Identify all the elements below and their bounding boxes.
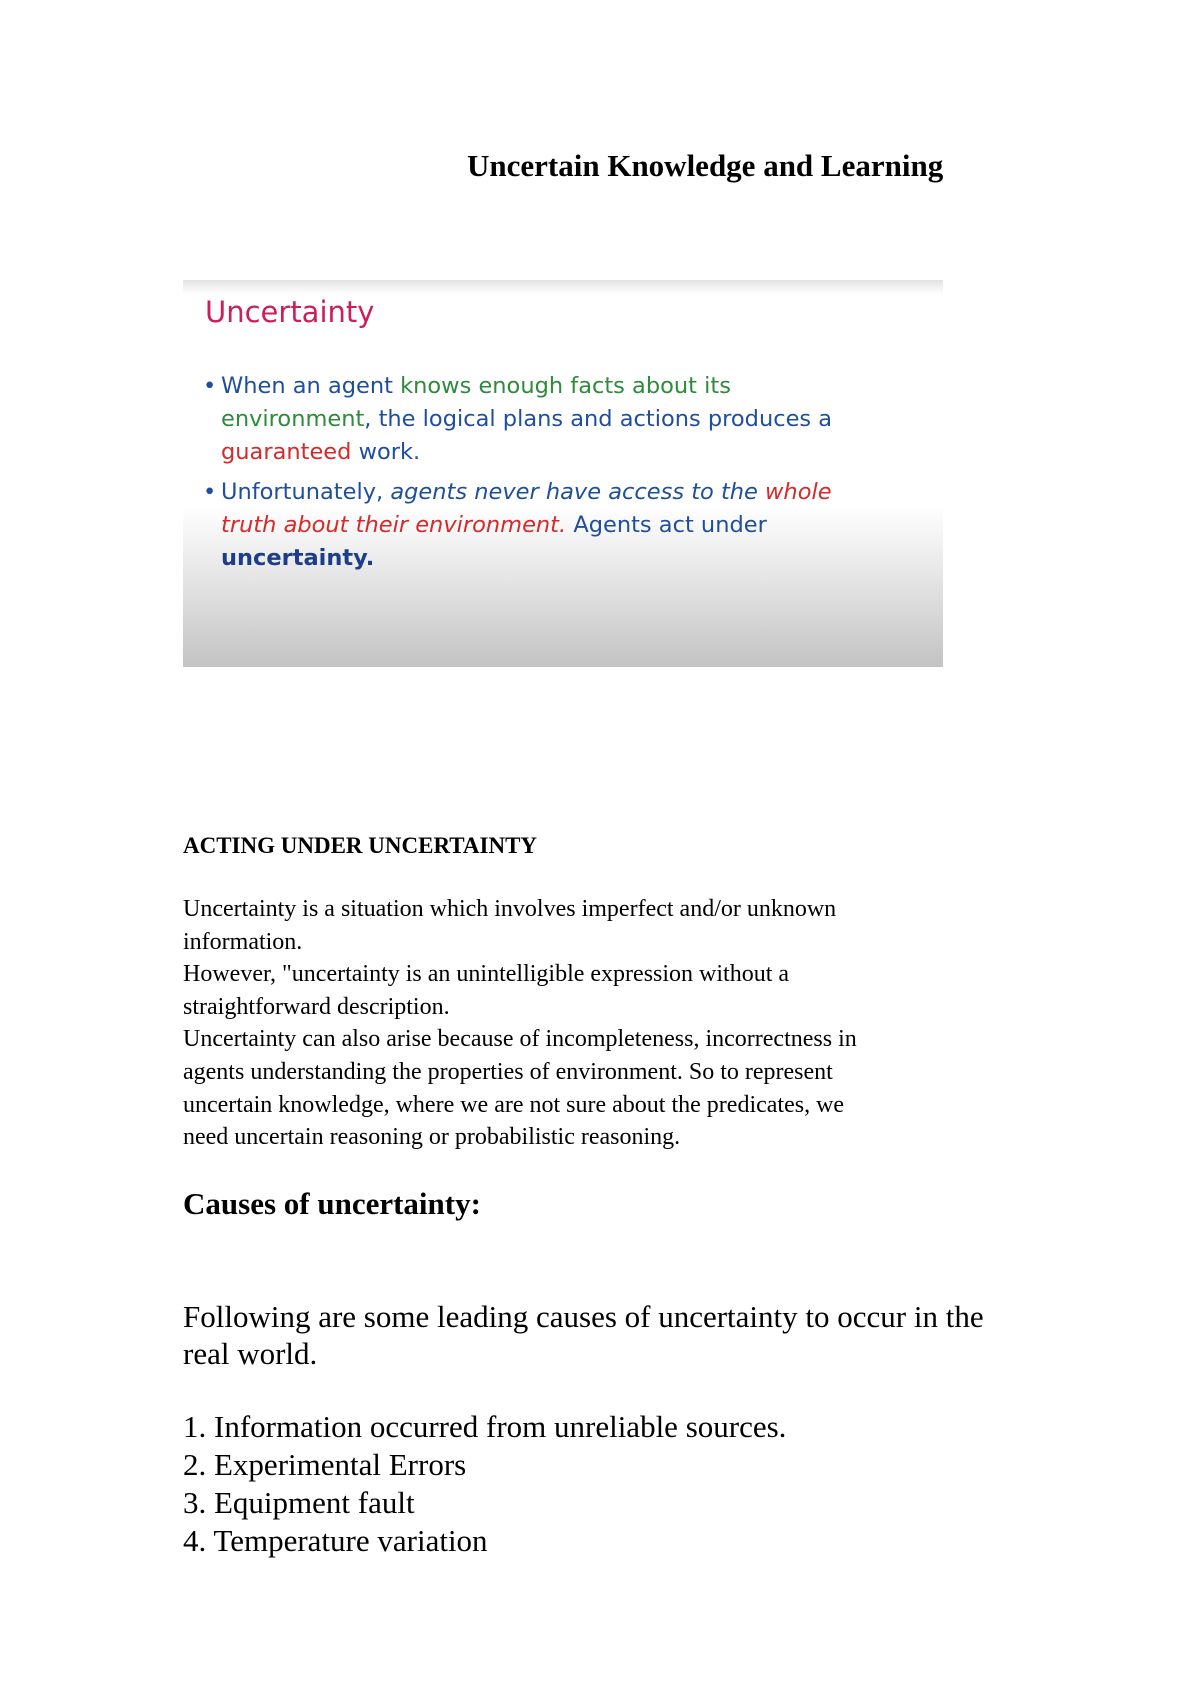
text-span: truth about their environment. (221, 512, 567, 538)
slide-bullet-1-line-3 (203, 436, 923, 469)
slide-title: Uncertainty (205, 295, 375, 329)
paragraph-line: However, "uncertainty is an unintelligible expression without a (183, 961, 790, 988)
text-span: whole (765, 479, 832, 505)
uncertainty-slide-image (183, 280, 943, 667)
paragraph-line: information. (183, 928, 303, 955)
text-span: agents never have access to the (390, 479, 766, 505)
list-item: 4. Temperature variation (183, 1523, 488, 1558)
list-item: 3. Equipment fault (183, 1485, 415, 1520)
slide-bullet-1-line-1 (203, 370, 923, 403)
text-span: environment (221, 406, 365, 432)
document-title: Uncertain Knowledge and Learning (467, 148, 944, 183)
paragraph-line: Uncertainty is a situation which involves imperfect and/or unknown (183, 896, 837, 922)
list-item: 1. Information occurred from unreliable sources. (183, 1409, 787, 1444)
causes-list (183, 1408, 786, 1560)
causes-heading: Causes of uncertainty: (183, 1186, 481, 1221)
causes-intro (183, 1298, 1063, 1372)
intro-line: real world. (183, 1336, 318, 1371)
paragraph-line: need uncertain reasoning or probabilistic reasoning. (183, 1124, 681, 1151)
slide-bullet-2-line-3 (203, 542, 923, 575)
paragraph-line: agents understanding the properties of environment. So to represent (183, 1058, 833, 1085)
intro-line: Following are some leading causes of uncertainty to occur in the (183, 1299, 984, 1334)
bullet-dot-icon: • (203, 373, 217, 399)
section-paragraph (183, 893, 1063, 1154)
slide-bullet-1-line-2 (203, 403, 923, 436)
slide-bullet-2 (203, 476, 923, 575)
slide-bullet-1 (203, 370, 923, 469)
text-span: Unfortunately, (221, 479, 391, 505)
text-span: knows enough facts about its (400, 373, 731, 399)
text-span: , the logical plans and actions produces a (364, 406, 833, 432)
paragraph-line: straightforward description. (183, 993, 450, 1020)
list-item: 2. Experimental Errors (183, 1447, 467, 1482)
text-span: guaranteed (221, 439, 352, 465)
text-span: Agents act under (566, 512, 767, 538)
bullet-dot-icon: • (203, 479, 217, 505)
slide-bullet-2-line-1 (203, 476, 923, 509)
section-heading-acting-under-uncertainty: ACTING UNDER UNCERTAINTY (183, 833, 538, 858)
text-span: work. (351, 439, 421, 465)
text-span: When an agent (221, 373, 401, 399)
paragraph-line: Uncertainty can also arise because of incompleteness, incorrectness in (183, 1026, 857, 1053)
slide-bullet-2-line-2 (203, 509, 923, 542)
text-span: uncertainty. (221, 545, 375, 571)
paragraph-line: uncertain knowledge, where we are not sure about the predicates, we (183, 1091, 845, 1118)
